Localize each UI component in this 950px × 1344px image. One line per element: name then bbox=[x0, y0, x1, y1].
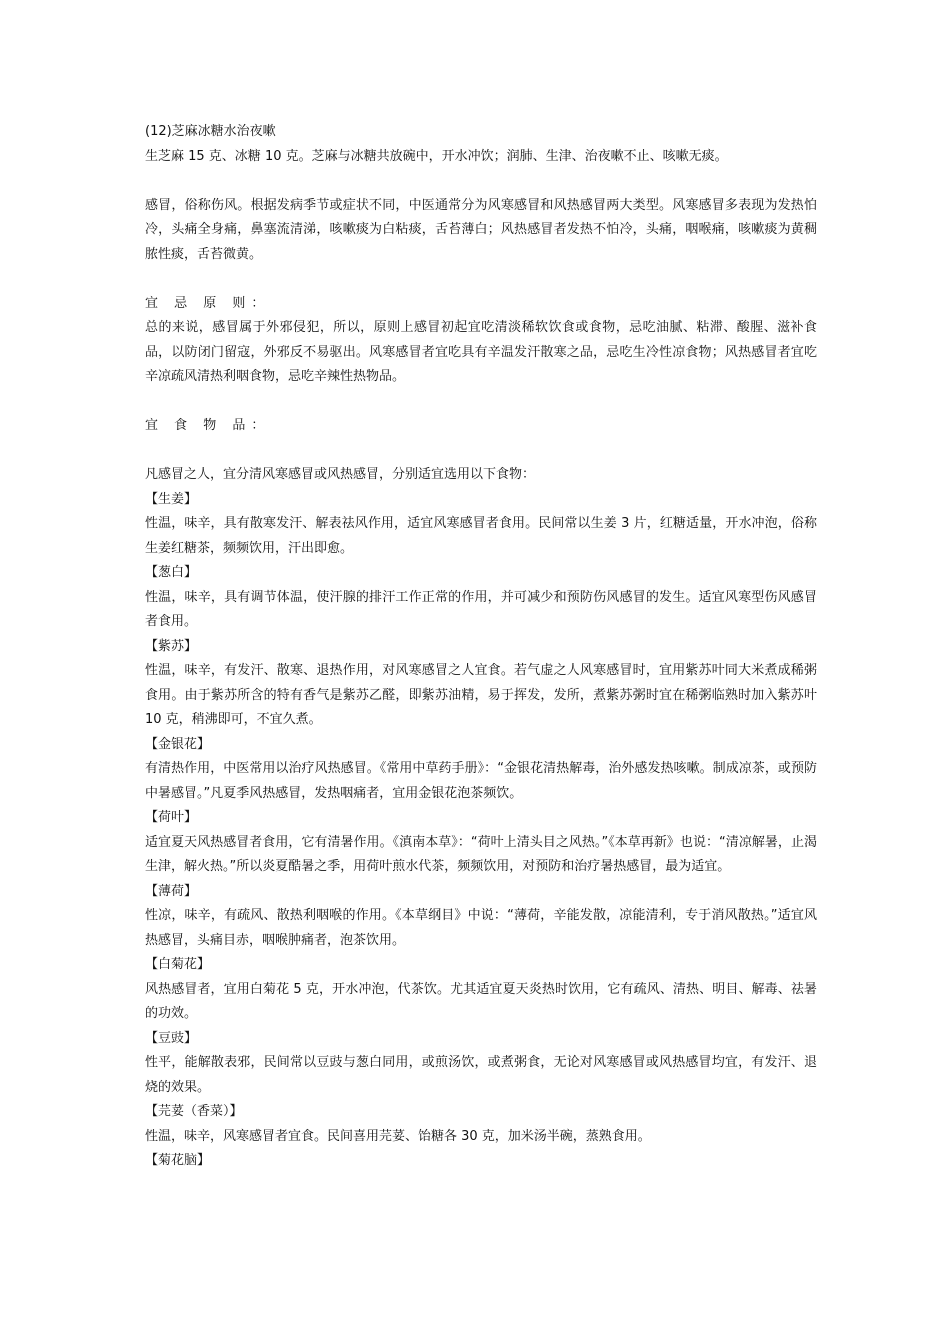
food-item-lotus-leaf-desc: 适宜夏天风热感冒者食用，它有清暑作用。《滇南本草》：“荷叶上清头目之风热。”《本草再新》也说：“清凉解暑，止渴生津，解火热。”所以炎夏酷暑之季，用荷叶煎水代茶，频频饮用，对预防和治疗暑热感冒，最为适宜。 bbox=[145, 834, 817, 874]
foods-heading: 宜 食 物 品： bbox=[145, 418, 271, 433]
principles-body: 总的来说，感冒属于外邪侵犯，所以，原则上感冒初起宜吃清淡稀软饮食或食物，忌吃油腻、粘滞、酸腥、滋补食品，以防闭门留寇，外邪反不易驱出。风寒感冒者宜吃具有辛温发汗散寒之品，忌吃生冷性凉食物；风热感冒者宜吃辛凉疏风清热利咽食物，忌吃辛辣性热物品。 bbox=[145, 320, 817, 384]
spacer bbox=[145, 267, 817, 292]
foods-intro: 凡感冒之人，宜分清风寒感冒或风热感冒，分别适宜选用以下食物： bbox=[145, 467, 536, 482]
spacer bbox=[145, 390, 817, 415]
food-item-scallion-title: 【葱白】 bbox=[145, 565, 198, 580]
food-item-chrysanthemum-desc: 风热感冒者，宜用白菊花 5 克，开水冲泡，代茶饮。尤其适宜夏天炎热时饮用，它有疏风、清热、明目、解毒、祛暑的功效。 bbox=[145, 981, 817, 1021]
document-body bbox=[145, 120, 817, 1174]
food-item-perilla-title: 【紫苏】 bbox=[145, 638, 198, 654]
food-item-coriander-title: 【芫荽（香菜）】 bbox=[145, 1104, 243, 1119]
food-item-fermented-soybean-title: 【豆豉】 bbox=[145, 1030, 198, 1046]
food-item-chrysanthemum-title: 【白菊花】 bbox=[145, 957, 211, 972]
food-item-mint-title: 【薄荷】 bbox=[145, 883, 198, 899]
intro-paragraph: 感冒，俗称伤风。根据发病季节或症状不同，中医通常分为风寒感冒和风热感冒两大类型。风寒感冒多表现为发热怕冷，头痛全身痛，鼻塞流清涕，咳嗽痰为白粘痰，舌苔薄白；风热感冒者发热不怕冷，头痛，咽喉痛，咳嗽痰为黄稠脓性痰，舌苔微黄。 bbox=[145, 197, 817, 262]
food-item-lotus-leaf-title: 【荷叶】 bbox=[145, 810, 198, 825]
food-item-chrysanthemum-greens-title: 【菊花脑】 bbox=[145, 1153, 211, 1168]
principles-heading: 宜 忌 原 则： bbox=[145, 295, 271, 311]
food-item-ginger-desc: 性温，味辛，具有散寒发汗、解表祛风作用，适宜风寒感冒者食用。民间常以生姜 3 片，红糖适量，开水冲泡，俗称生姜红糖茶，频频饮用，汗出即愈。 bbox=[145, 516, 817, 556]
spacer bbox=[145, 439, 817, 464]
section-12-body: 生芝麻 15 克、冰糖 10 克。芝麻与冰糖共放碗中，开水冲饮；润肺、生津、治夜嗽不止、咳嗽无痰。 bbox=[145, 148, 728, 164]
section-12-heading: (12)芝麻冰糖水治夜嗽 bbox=[145, 124, 276, 139]
food-item-honeysuckle-title: 【金银花】 bbox=[145, 736, 211, 752]
food-item-coriander-desc: 性温，味辛，风寒感冒者宜食。民间喜用芫荽、饴糖各 30 克，加米汤半碗，蒸熟食用。 bbox=[145, 1128, 651, 1144]
food-item-scallion-desc: 性温，味辛，具有调节体温，使汗腺的排汗工作正常的作用，并可减少和预防伤风感冒的发生。适宜风寒型伤风感冒者食用。 bbox=[145, 589, 817, 629]
food-item-perilla-desc: 性温，味辛，有发汗、散寒、退热作用，对风寒感冒之人宜食。若气虚之人风寒感冒时，宜用紫苏叶同大米煮成稀粥食用。由于紫苏所含的特有香气是紫苏乙醛，即紫苏油精，易于挥发，发所，煮紫苏粥时宜在稀粥临熟时加入紫苏叶 10 克，稍沸即可，不宜久煮。 bbox=[145, 663, 817, 727]
food-item-ginger-title: 【生姜】 bbox=[145, 491, 198, 507]
spacer bbox=[145, 169, 817, 194]
food-item-honeysuckle-desc: 有清热作用，中医常用以治疗风热感冒。《常用中草药手册》：“金银花清热解毒，治外感发热咳嗽。制成凉茶，或预防中暑感冒。”凡夏季风热感冒，发热咽痛者，宜用金银花泡茶频饮。 bbox=[145, 761, 817, 801]
food-item-mint-desc: 性凉，味辛，有疏风、散热利咽喉的作用。《本草纲目》中说：“薄荷，辛能发散，凉能清利，专于消风散热。”适宜风热感冒，头痛目赤，咽喉肿痛者，泡茶饮用。 bbox=[145, 908, 817, 948]
food-item-fermented-soybean-desc: 性平，能解散表邪，民间常以豆豉与葱白同用，或煎汤饮，或煮粥食，无论对风寒感冒或风热感冒均宜，有发汗、退烧的效果。 bbox=[145, 1055, 817, 1095]
